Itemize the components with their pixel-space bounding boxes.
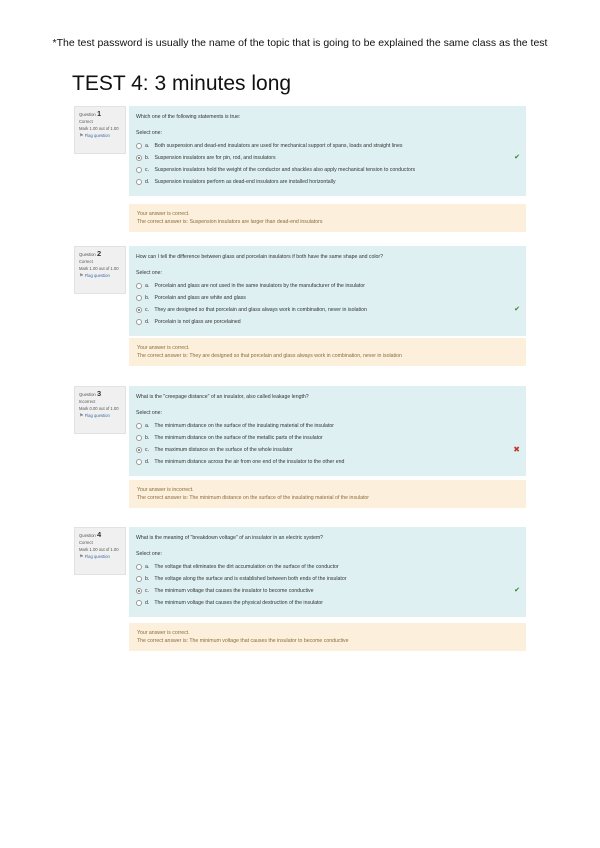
radio-button[interactable] [136,319,142,325]
option-text: The minimum distance on the surface of the metallic parts of the insulator [154,435,323,441]
feedback-title: Your answer is correct. [137,345,190,351]
option-letter: b. [145,435,150,441]
select-one-label: Select one: [136,270,162,276]
question-info [74,386,126,434]
question-number: Question 4 [79,530,102,539]
flag-question-link[interactable]: ⚑ Flag question [79,133,110,139]
radio-button[interactable] [136,447,142,453]
flag-question-link[interactable]: ⚑ Flag question [79,273,110,279]
correct-check-icon: ✔ [514,154,520,161]
question-marks: Mark 1.00 out of 1.00 [79,266,119,271]
radio-button[interactable] [136,283,142,289]
radio-button[interactable] [136,167,142,173]
option-text: Suspension insulators are for pin, rod, and insulators [154,155,276,161]
option-letter: b. [145,576,150,582]
option-text: The voltage that eliminates the dirt accumulation on the surface of the conductor [154,564,339,570]
question-text: How can I tell the difference between glass and porcelain insulators if both have the same shape and color? [136,254,384,260]
option-text: Both suspension and dead-end insulators are used for mechanical support of spans, loads and straight lines [154,143,403,149]
radio-button[interactable] [136,600,142,606]
answer-option[interactable] [136,456,518,468]
option-text: Porcelain is not glass are porcelained [154,319,241,325]
question-marks: Mark 1.00 out of 1.00 [79,547,119,552]
flag-question-link[interactable]: ⚑ Flag question [79,554,110,560]
answer-option[interactable] [136,316,518,328]
correct-check-icon: ✔ [514,306,520,313]
radio-button[interactable] [136,295,142,301]
feedback-box [129,204,526,232]
answer-option[interactable] [136,164,518,176]
select-one-label: Select one: [136,410,162,416]
question-number: Question 3 [79,389,102,398]
question-info [74,246,126,294]
option-letter: a. [145,283,150,289]
answer-option[interactable] [136,304,518,316]
feedback-box [129,623,526,651]
flag-icon: ⚑ [79,273,84,279]
feedback-box [129,480,526,508]
answer-option[interactable] [136,176,518,188]
option-letter: c. [145,167,150,173]
incorrect-cross-icon: ✖ [513,445,520,454]
question-content [129,527,526,617]
question-text: What is the "creepage distance" of an insulator, also called leakage length? [136,394,309,400]
feedback-title: Your answer is correct. [137,211,190,217]
option-text: The minimum voltage that causes the insulator to become conductive [154,588,314,594]
radio-button[interactable] [136,155,142,161]
answer-option[interactable] [136,280,518,292]
question-status: Incorrect [79,399,96,404]
question-content [129,246,526,336]
answer-option[interactable] [136,432,518,444]
option-text: Suspension insulators perform as dead-end insulators are installed horizontally [154,179,336,185]
select-one-label: Select one: [136,130,162,136]
option-text: The minimum distance across the air from one end of the insulator to the other end [154,459,345,465]
question-status: Correct [79,119,93,124]
flag-icon: ⚑ [79,413,84,419]
option-text: Porcelain and glass are not used in the same insulators by the manufacturer of the insulator [154,283,365,289]
option-text: They are designed so that porcelain and glass always work in combination, never in isolation [154,307,367,313]
option-letter: d. [145,179,150,185]
feedback-title: Your answer is correct. [137,630,190,636]
question-number: Question 1 [79,109,102,118]
option-text: The voltage along the surface and is established between both ends of the insulator [154,576,347,582]
page-title: TEST 4: 3 minutes long [72,72,292,95]
question-info [74,527,126,575]
feedback-text: The correct answer is: Suspension insulators are larger than dead-end insulators [137,219,323,225]
feedback-box [129,338,526,366]
option-text: The maximum distance on the surface of the whole insulator [154,447,293,453]
option-text: Porcelain and glass are white and glass [154,295,246,301]
question-text: What is the meaning of "breakdown voltage" of an insulator in an electric system? [136,535,324,541]
option-letter: b. [145,155,150,161]
radio-button[interactable] [136,588,142,594]
correct-check-icon: ✔ [514,587,520,594]
option-letter: c. [145,307,150,313]
option-letter: a. [145,143,150,149]
option-letter: a. [145,564,150,570]
flag-icon: ⚑ [79,133,84,139]
option-letter: c. [145,588,150,594]
answer-option[interactable] [136,292,518,304]
option-letter: d. [145,600,150,606]
flag-icon: ⚑ [79,554,84,560]
question-status: Correct [79,540,93,545]
answer-option[interactable] [136,561,518,573]
question-status: Correct [79,259,93,264]
feedback-title: Your answer is incorrect. [137,487,194,493]
question-info [74,106,126,154]
option-text: The minimum distance on the surface of the insulating material of the insulator [154,423,334,429]
option-letter: a. [145,423,150,429]
option-letter: b. [145,295,150,301]
question-marks: Mark 1.00 out of 1.00 [79,126,119,131]
radio-button[interactable] [136,423,142,429]
radio-button[interactable] [136,179,142,185]
answer-option[interactable] [136,140,518,152]
answer-option[interactable] [136,585,518,597]
radio-button[interactable] [136,307,142,313]
answer-option[interactable] [136,152,518,164]
option-letter: d. [145,319,150,325]
select-one-label: Select one: [136,551,162,557]
question-number: Question 2 [79,249,102,258]
flag-question-link[interactable]: ⚑ Flag question [79,413,110,419]
question-marks: Mark 0.00 out of 1.00 [79,406,119,411]
answer-option[interactable] [136,444,518,456]
radio-button[interactable] [136,459,142,465]
question-text: Which one of the following statements is true: [136,114,241,120]
radio-button[interactable] [136,143,142,149]
radio-button[interactable] [136,564,142,570]
radio-button[interactable] [136,576,142,582]
answer-option[interactable] [136,573,518,585]
answer-option[interactable] [136,597,518,609]
feedback-text: The correct answer is: The minimum voltage that causes the insulator to become conductive [137,638,349,644]
question-content [129,386,526,476]
question-content [129,106,526,196]
feedback-text: The correct answer is: They are designed so that porcelain and glass always work in combination, never in isolation [137,353,402,359]
feedback-text: The correct answer is: The minimum distance on the surface of the insulating material of the insulator [137,495,370,501]
option-text: The minimum voltage that causes the physical destruction of the insulator [154,600,324,606]
option-letter: d. [145,459,150,465]
option-letter: c. [145,447,150,453]
radio-button[interactable] [136,435,142,441]
answer-option[interactable] [136,420,518,432]
option-text: Suspension insulators hold the weight of the conductor and shackles also apply mechanical tension to conductors [154,167,416,173]
password-note: *The test password is usually the name of the topic that is going to be explained the same class as the test [52,37,548,49]
